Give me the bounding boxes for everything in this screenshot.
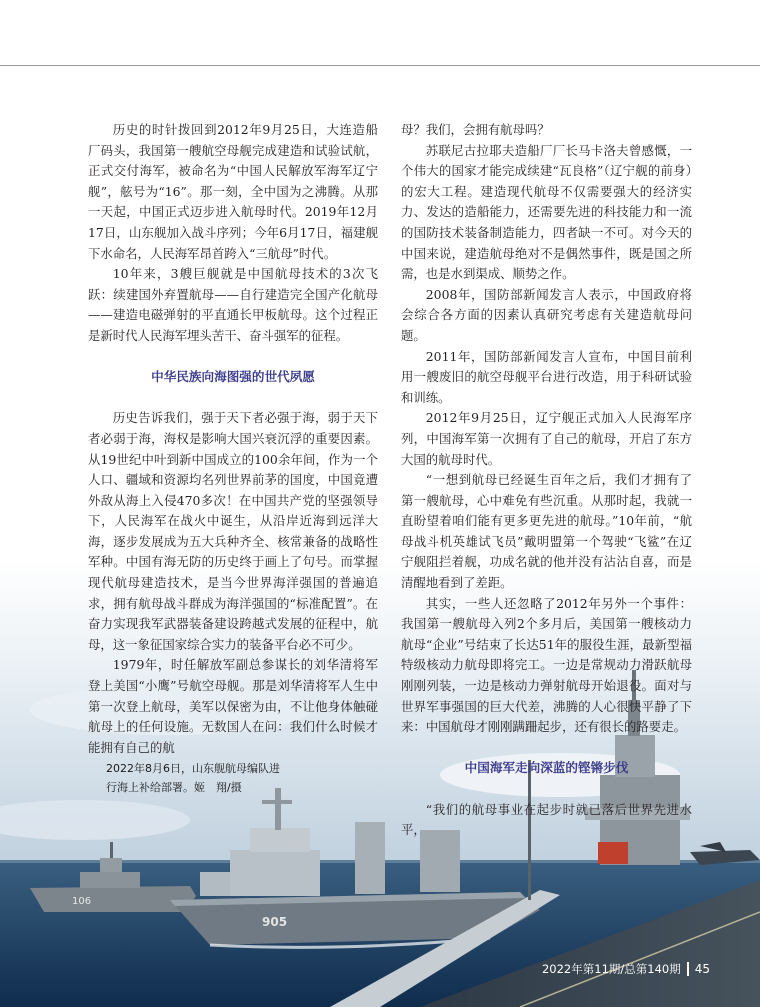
left-column xyxy=(88,120,378,758)
caption-line-1: 2022年8月6日，山东舰航母编队进 xyxy=(106,762,280,775)
right-column xyxy=(401,120,692,841)
paragraph: 苏联尼古拉耶夫造船厂厂长马卡洛夫曾感慨，一个伟大的国家才能完成续建“瓦良格”（辽宁舰的前身）的宏大工程。建造现代航母不仅需要强大的经济实力、发达的造船能力，还需要先进的科技能力和一流的国防技术装备制造能力，四者缺一不可。对今天的中国来说，建造航母绝对不是偶然事件，既是国之所需，也是水到渠成、顺势之作。 xyxy=(401,142,692,282)
paragraph: 历史的时针拨回到2012年9月25日，大连造船厂码头，我国第一艘航空母舰完成建造和试验试航，正式交付海军，被命名为“中国人民解放军海军辽宁舰”，舷号为“16”。那一刻，全中国为之沸腾。从那一天起，中国正式迈步进入航母时代。2019年12月17日，山东舰加入战斗序列；今年6月17日，福建舰下水命名，人民海军昂首跨入“三航母”时代。 xyxy=(88,122,378,261)
header-rule xyxy=(0,65,760,66)
svg-text:106: 106 xyxy=(72,896,92,907)
paragraph: 10年来，3艘巨舰就是中国航母技术的3次飞跃：续建国外弃置航母——自行建造完全国产化航母——建造电磁弹射的平直通长甲板航母。这个过程正是新时代人民海军埋头苦干、奋斗强军的征程。 xyxy=(88,266,378,343)
paragraph: “一想到航母已经诞生百年之后，我们才拥有了第一艘航母，心中难免有些沉重。从那时起，我就一直盼望着咱们能有更多更先进的航母。”10年前，“航母战斗机英雄试飞员”戴明盟第一个驾驶“飞鲨”在辽宁舰阻拦着舰，功成名就的他并没有沾沾自喜，而是清醒地看到了差距。 xyxy=(401,472,692,591)
paragraph: 2008年，国防部新闻发言人表示，中国政府将会综合各方面的因素认真研究考虑有关建造航母问题。 xyxy=(401,286,692,343)
issue-info: 2022年第11期/总第140期 xyxy=(541,962,681,976)
paragraph: 母？我们，会拥有航母吗？ xyxy=(401,122,550,137)
photo-caption xyxy=(106,759,286,797)
page-number: 45 xyxy=(694,962,710,976)
paragraph: 历史告诉我们，强于天下者必强于海，弱于天下者必弱于海，海权是影响大国兴衰沉浮的重要因素。从19世纪中叶到新中国成立的100余年间，作为一个人口、疆域和资源均名列世界前茅的国度，中国竟遭外敌从海上入侵470多次！在中国共产党的坚强领导下，人民海军在战火中诞生，从沿岸近海到远洋大海，逐步发展成为五大兵种齐全、核常兼备的战略性军种。中国有海无防的历史终于画上了句号。而掌握现代航母建造技术，是当今世界海洋强国的普遍追求，拥有航母战斗群成为海洋强国的“标准配置”。在奋力实现我军武器装备建设跨越式发展的征程中，航母，这一象征国家综合实力的装备平台必不可少。 xyxy=(88,410,378,652)
paragraph: “我们的航母事业在起步时就已落后世界先进水平， xyxy=(401,801,692,838)
section-heading-1: 中华民族向海图强的世代夙愿 xyxy=(151,369,315,385)
paragraph: 1979年，时任解放军副总参谋长的刘华清将军登上美国“小鹰”号航空母舰。那是刘华清将军人生中第一次登上航母，美军以保密为由，不让他身体触碰航母上的任何设施。无数国人在问：我们什么时候才能拥有自己的航 xyxy=(88,657,378,755)
svg-text:905: 905 xyxy=(262,915,288,929)
section-heading-2: 中国海军走向深蓝的铿锵步伐 xyxy=(464,760,629,776)
page-footer xyxy=(542,961,710,977)
divider xyxy=(687,962,689,976)
paragraph: 2012年9月25日，辽宁舰正式加入人民海军序列，中国海军第一次拥有了自己的航母，开启了东方大国的航母时代。 xyxy=(401,410,692,467)
paragraph: 2011年，国防部新闻发言人宣布，中国目前利用一艘废旧的航空母舰平台进行改造，用于科研试验和训练。 xyxy=(401,348,692,405)
caption-line-2: 行海上补给部署。姬 翔/摄 xyxy=(106,781,242,794)
paragraph: 其实，一些人还忽略了2012年另外一个事件：我国第一艘航母入列2个多月后，美国第一艘核动力航母“企业”号结束了长达51年的服役生涯，最新型福特级核动力航母即将完工。一边是常规动力滑跃航母刚刚列装，一边是核动力弹射航母开始退役。面对与世界军事强国的巨大代差，沸腾的人心很快平静了下来：中国航母才刚刚蹒跚起步，还有很长的路要走。 xyxy=(401,595,692,735)
